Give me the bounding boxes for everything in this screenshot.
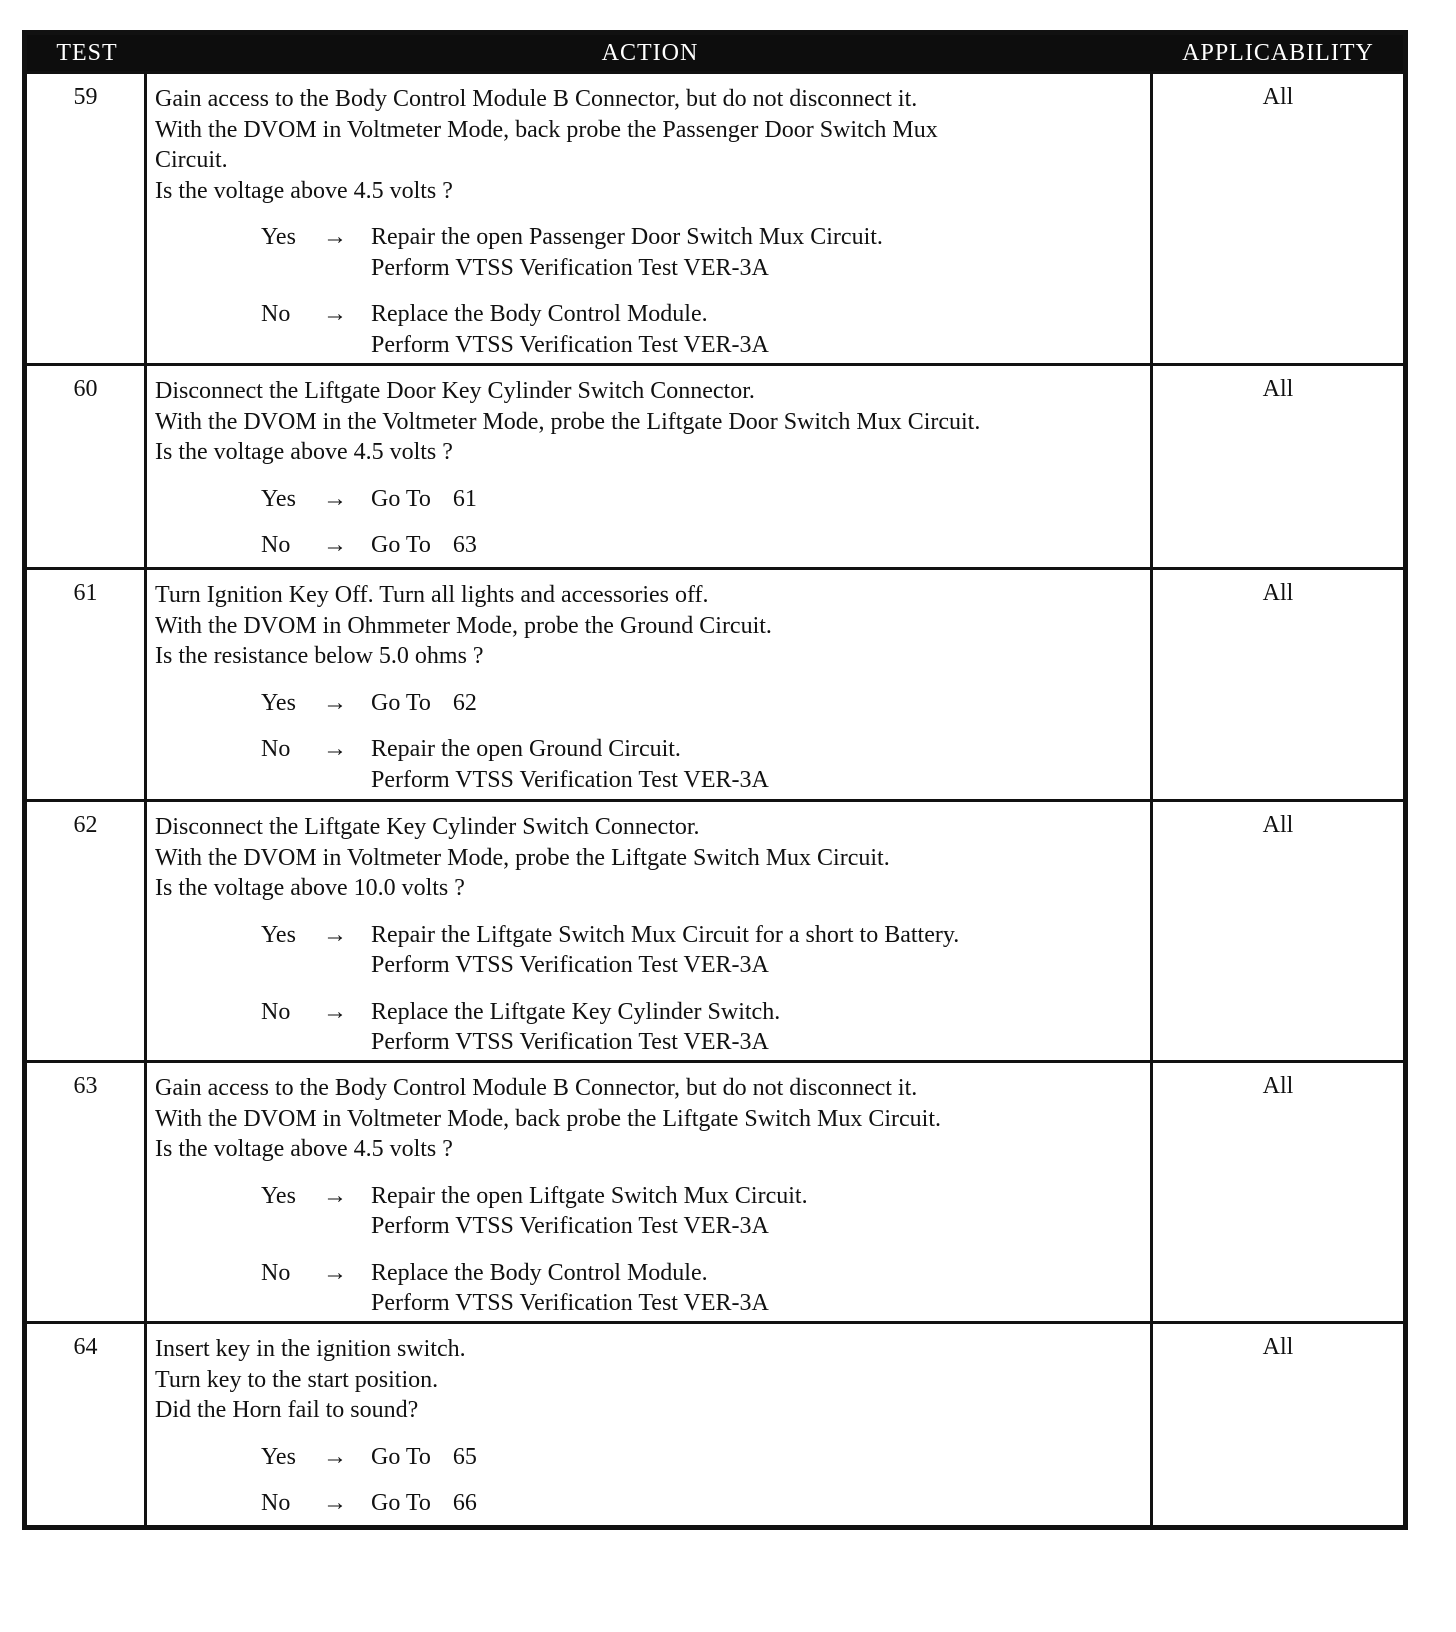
- arrow-icon: →: [323, 485, 347, 512]
- result-line: Repair the open Passenger Door Switch Mux Circuit.: [371, 224, 883, 250]
- no-branch: [155, 997, 1150, 1058]
- yes-label: Yes: [261, 1443, 296, 1470]
- yes-label: Yes: [261, 921, 296, 948]
- header-action: ACTION: [601, 39, 699, 66]
- goto-text: Go To: [371, 1443, 431, 1470]
- yes-branch: [155, 484, 1150, 515]
- result-line: Perform VTSS Verification Test VER-3A: [371, 766, 769, 793]
- no-goto: [371, 530, 477, 561]
- action-line: Disconnect the Liftgate Door Key Cylinder Switch Connector.: [155, 378, 755, 404]
- arrow-icon: →: [323, 1259, 347, 1286]
- result-line: Repair the Liftgate Switch Mux Circuit for a short to Battery.: [371, 921, 960, 948]
- no-branch: [155, 1258, 1150, 1319]
- no-branch: [155, 734, 1150, 795]
- result-line: Replace the Body Control Module.: [371, 301, 708, 327]
- test-number: 61: [27, 570, 147, 799]
- action-line: Turn key to the start position.: [155, 1366, 439, 1393]
- result-line: Perform VTSS Verification Test VER-3A: [371, 331, 769, 358]
- goto-target: 66: [452, 1490, 477, 1516]
- arrow-icon: →: [323, 921, 347, 948]
- result-line: Perform VTSS Verification Test VER-3A: [371, 1290, 769, 1316]
- yes-result: [371, 920, 959, 981]
- test-number: 63: [27, 1063, 147, 1321]
- yes-result: [371, 1181, 808, 1242]
- no-goto: [371, 1488, 477, 1519]
- no-branch: [155, 1488, 1150, 1519]
- action-line: With the DVOM in the Voltmeter Mode, probe the Liftgate Door Switch Mux Circuit.: [155, 408, 981, 435]
- goto-text: Go To: [371, 689, 431, 716]
- table-header: [27, 35, 1403, 71]
- applicability: All: [1262, 1334, 1294, 1360]
- no-branch: [155, 299, 1150, 360]
- table-row: [27, 1060, 1403, 1321]
- no-branch: [155, 530, 1150, 561]
- yes-goto: [371, 484, 477, 515]
- action-cell: [147, 570, 1153, 799]
- result-line: Replace the Liftgate Key Cylinder Switch.: [371, 998, 781, 1025]
- no-result: [371, 997, 780, 1058]
- applicability: All: [1262, 1073, 1294, 1099]
- test-number: 59: [27, 74, 147, 363]
- action-line: Gain access to the Body Control Module B Connector, but do not disconnect it.: [155, 86, 918, 112]
- no-result: [371, 299, 769, 360]
- action-line: Is the voltage above 4.5 volts ?: [155, 177, 453, 204]
- action-cell: [147, 1324, 1153, 1525]
- no-result: [371, 1258, 769, 1319]
- diagnostic-test-table: [22, 30, 1408, 1530]
- no-label: No: [261, 998, 291, 1025]
- applicability: All: [1262, 84, 1294, 110]
- yes-branch: [155, 920, 1150, 981]
- arrow-icon: →: [323, 301, 347, 327]
- header-test: TEST: [56, 39, 118, 66]
- action-line: With the DVOM in Ohmmeter Mode, probe the Ground Circuit.: [155, 612, 772, 639]
- yes-branch: [155, 688, 1150, 719]
- test-number: 60: [27, 366, 147, 567]
- yes-label: Yes: [261, 224, 296, 250]
- applicability: All: [1262, 580, 1294, 606]
- arrow-icon: →: [323, 532, 347, 558]
- result-line: Perform VTSS Verification Test VER-3A: [371, 1029, 769, 1055]
- arrow-icon: →: [323, 1490, 347, 1516]
- arrow-icon: →: [323, 1182, 347, 1209]
- yes-goto: [371, 688, 477, 719]
- action-line: Gain access to the Body Control Module B Connector, but do not disconnect it.: [155, 1075, 918, 1101]
- goto-target: 61: [452, 485, 477, 512]
- yes-branch: [155, 1181, 1150, 1242]
- table-row: [27, 567, 1403, 799]
- goto-text: Go To: [371, 532, 431, 558]
- action-line: Is the voltage above 10.0 volts ?: [155, 875, 465, 901]
- goto-target: 65: [452, 1443, 477, 1470]
- arrow-icon: →: [323, 224, 347, 250]
- arrow-icon: →: [323, 998, 347, 1025]
- no-label: No: [261, 532, 291, 558]
- applicability: All: [1262, 376, 1294, 402]
- table-row: [27, 799, 1403, 1060]
- test-number: 64: [27, 1324, 147, 1525]
- result-line: Replace the Body Control Module.: [371, 1259, 708, 1286]
- action-line: With the DVOM in Voltmeter Mode, back probe the Liftgate Switch Mux Circuit.: [155, 1105, 942, 1132]
- action-line: Disconnect the Liftgate Key Cylinder Switch Connector.: [155, 814, 700, 840]
- table-row: [27, 1321, 1403, 1525]
- action-line: Did the Horn fail to sound?: [155, 1397, 419, 1423]
- yes-result: [371, 222, 883, 283]
- action-line: Is the resistance below 5.0 ohms ?: [155, 643, 484, 669]
- goto-target: 62: [452, 689, 477, 716]
- action-line: Is the voltage above 4.5 volts ?: [155, 1136, 453, 1162]
- table-row: [27, 71, 1403, 363]
- result-line: Perform VTSS Verification Test VER-3A: [371, 254, 769, 281]
- action-line: Insert key in the ignition switch.: [155, 1336, 466, 1362]
- yes-label: Yes: [261, 485, 296, 512]
- test-number: 62: [27, 802, 147, 1060]
- no-label: No: [261, 736, 291, 762]
- no-label: No: [261, 301, 291, 327]
- action-line: Circuit.: [155, 147, 228, 173]
- result-line: Perform VTSS Verification Test VER-3A: [371, 1213, 769, 1239]
- yes-label: Yes: [261, 1182, 296, 1209]
- goto-text: Go To: [371, 485, 431, 512]
- arrow-icon: →: [323, 689, 347, 716]
- arrow-icon: →: [323, 736, 347, 762]
- goto-target: 63: [452, 532, 477, 558]
- yes-goto: [371, 1442, 477, 1473]
- action-line: With the DVOM in Voltmeter Mode, back probe the Passenger Door Switch Mux: [155, 116, 938, 143]
- no-result: [371, 734, 769, 795]
- arrow-icon: →: [323, 1443, 347, 1470]
- yes-branch: [155, 1442, 1150, 1473]
- no-label: No: [261, 1259, 291, 1286]
- no-label: No: [261, 1490, 291, 1516]
- result-line: Repair the open Ground Circuit.: [371, 736, 681, 762]
- action-cell: [147, 802, 1153, 1060]
- result-line: Perform VTSS Verification Test VER-3A: [371, 952, 769, 978]
- action-line: Is the voltage above 4.5 volts ?: [155, 439, 453, 465]
- yes-label: Yes: [261, 689, 296, 716]
- result-line: Repair the open Liftgate Switch Mux Circuit.: [371, 1182, 808, 1209]
- action-cell: [147, 1063, 1153, 1321]
- header-applicability: APPLICABILITY: [1182, 39, 1374, 66]
- applicability: All: [1262, 812, 1294, 838]
- action-cell: [147, 74, 1153, 363]
- action-line: Turn Ignition Key Off. Turn all lights and accessories off.: [155, 582, 709, 608]
- table-row: [27, 363, 1403, 567]
- action-line: With the DVOM in Voltmeter Mode, probe the Liftgate Switch Mux Circuit.: [155, 844, 890, 871]
- yes-branch: [155, 222, 1150, 283]
- action-cell: [147, 366, 1153, 567]
- goto-text: Go To: [371, 1490, 431, 1516]
